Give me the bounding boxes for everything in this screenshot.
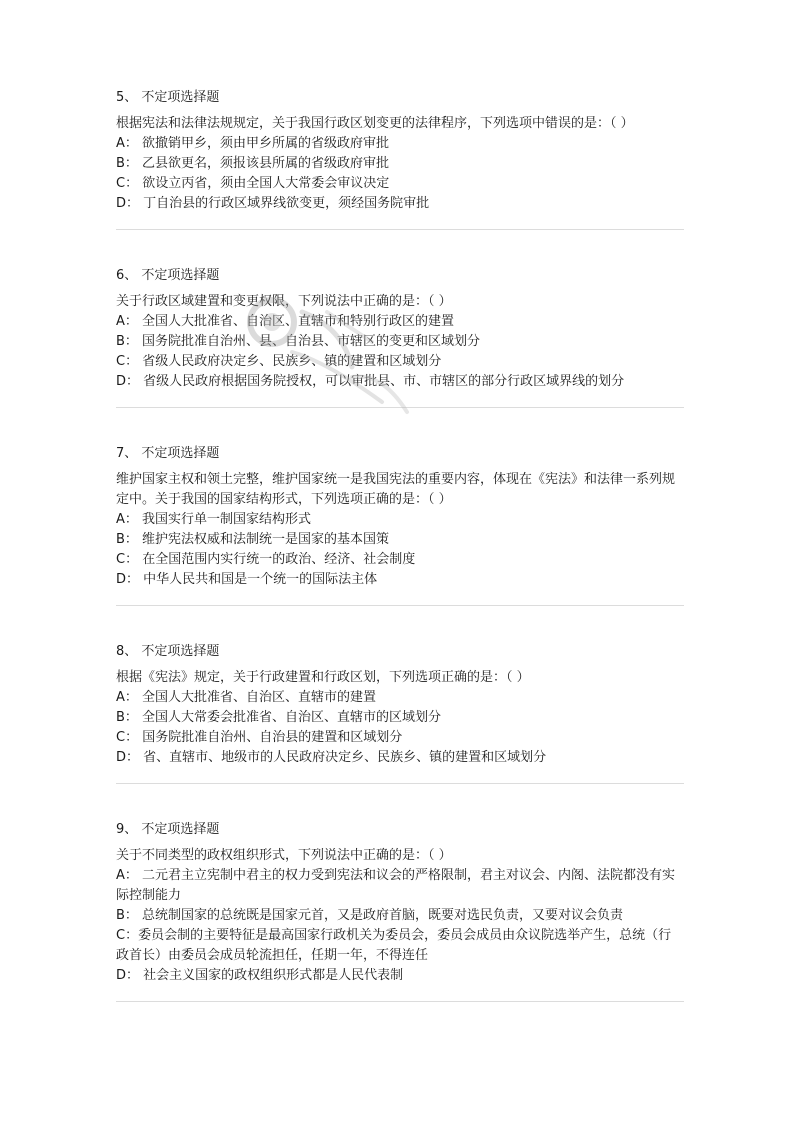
question-number: 8、 xyxy=(116,644,138,659)
option-b: B： 乙县欲更名，须报该县所属的省级政府审批 xyxy=(116,156,390,171)
question-8 xyxy=(116,642,684,768)
question-list xyxy=(116,88,684,1038)
option-a: A： 二元君主立宪制中君主的权力受到宪法和议会的严格限制，君主对议会、内阁、法院都没有实际控制能力 xyxy=(116,868,676,903)
option-d: D： 省、直辖市、地级市的人民政府决定乡、民族乡、镇的建置和区域划分 xyxy=(116,750,547,765)
divider xyxy=(116,605,684,606)
option-c: C： 在全国范围内实行统一的政治、经济、社会制度 xyxy=(116,552,416,567)
question-number: 9、 xyxy=(116,822,138,837)
option-b: B： 国务院批准自治州、县、自治县、市辖区的变更和区域划分 xyxy=(116,334,481,349)
divider xyxy=(116,783,684,784)
question-type: 不定项选择题 xyxy=(141,822,220,837)
question-header xyxy=(116,444,684,464)
question-stem: 根据宪法和法律法规规定，关于我国行政区划变更的法律程序，下列选项中错误的是：（ ） xyxy=(116,116,634,131)
question-5 xyxy=(116,88,684,214)
option-a: A： 全国人大批准省、自治区、直辖市和特别行政区的建置 xyxy=(116,314,455,329)
option-a: A： 我国实行单一制国家结构形式 xyxy=(116,512,312,527)
option-c: C： 国务院批准自治州、自治县的建置和区域划分 xyxy=(116,730,403,745)
question-type: 不定项选择题 xyxy=(141,644,220,659)
question-number: 5、 xyxy=(116,90,138,105)
question-header xyxy=(116,642,684,662)
option-a: A： 欲撤销甲乡，须由甲乡所属的省级政府审批 xyxy=(116,136,390,151)
question-type: 不定项选择题 xyxy=(141,268,220,283)
question-stem: 维护国家主权和领土完整，维护国家统一是我国宪法的重要内容，体现在《宪法》和法律一系列规定中。关于我国的国家结构形式，下列选项正确的是：（ ） xyxy=(116,472,676,507)
question-number: 7、 xyxy=(116,446,138,461)
question-number: 6、 xyxy=(116,268,138,283)
option-b: B： 全国人大常委会批准省、自治区、直辖市的区域划分 xyxy=(116,710,442,725)
option-c: C：委员会制的主要特征是最高国家行政机关为委员会，委员会成员由众议院选举产生，总统（行政首长）由委员会成员轮流担任，任期一年，不得连任 xyxy=(116,928,672,963)
option-c: C： 欲设立丙省，须由全国人大常委会审议决定 xyxy=(116,176,390,191)
divider xyxy=(116,229,684,230)
option-d: D： 社会主义国家的政权组织形式都是人民代表制 xyxy=(116,968,404,983)
option-d: D： 中华人民共和国是一个统一的国际法主体 xyxy=(116,572,378,587)
option-b: B： 维护宪法权威和法制统一是国家的基本国策 xyxy=(116,532,390,547)
question-stem: 根据《宪法》规定，关于行政建置和行政区划，下列选项正确的是：（ ） xyxy=(116,670,530,685)
option-c: C： 省级人民政府决定乡、民族乡、镇的建置和区域划分 xyxy=(116,354,442,369)
option-d: D： 省级人民政府根据国务院授权，可以审批县、市、市辖区的部分行政区域界线的划分 xyxy=(116,374,625,389)
divider xyxy=(116,407,684,408)
question-stem: 关于行政区域建置和变更权限，下列说法中正确的是：（ ） xyxy=(116,294,452,309)
question-type: 不定项选择题 xyxy=(141,446,220,461)
divider xyxy=(116,1001,684,1002)
question-9 xyxy=(116,820,684,986)
option-a: A： 全国人大批准省、自治区、直辖市的建置 xyxy=(116,690,377,705)
option-d: D： 丁自治县的行政区域界线欲变更，须经国务院审批 xyxy=(116,196,430,211)
question-header xyxy=(116,820,684,840)
question-header xyxy=(116,266,684,286)
question-header xyxy=(116,88,684,108)
option-b: B： 总统制国家的总统既是国家元首，又是政府首脑，既要对选民负责，又要对议会负责 xyxy=(116,908,624,923)
question-stem: 关于不同类型的政权组织形式，下列说法中正确的是：（ ） xyxy=(116,848,452,863)
question-7 xyxy=(116,444,684,590)
question-type: 不定项选择题 xyxy=(141,90,220,105)
question-6 xyxy=(116,266,684,392)
